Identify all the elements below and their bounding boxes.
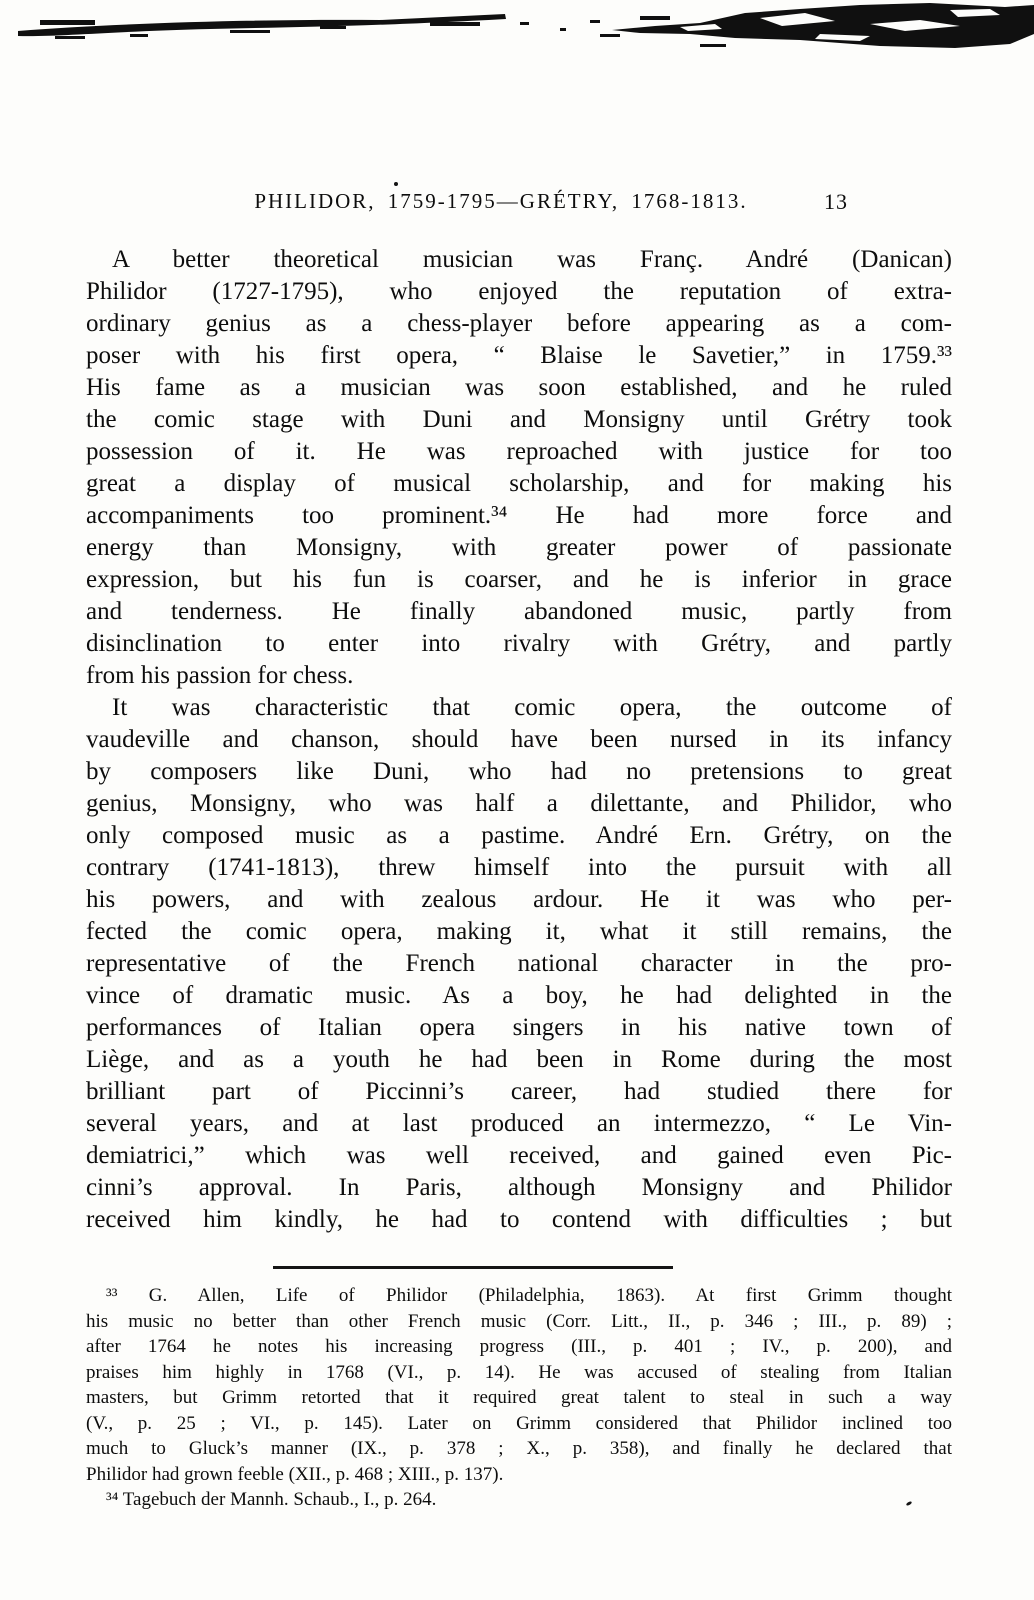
text-line: fected the comic opera, making it, what it still remains, the [86, 918, 952, 945]
text-line: His fame as a musician was soon established, and he ruled [86, 374, 952, 401]
text-line: performances of Italian opera singers in his native town of [86, 1014, 952, 1041]
text-line: Liège, and as a youth he had been in Rome during the most [86, 1046, 952, 1073]
text-line: poser with his first opera, “ Blaise le Savetier,” in 1759.³³ [86, 342, 952, 369]
text-line: praises him highly in 1768 (VI., p. 14). He was accused of stealing from Italian [86, 1361, 952, 1383]
text-line: genius, Monsigny, who was half a dilettante, and Philidor, who [86, 790, 952, 817]
text-line: demiatrici,” which was well received, and gained even Pic- [86, 1142, 952, 1169]
text-line: energy than Monsigny, with greater power of passionate [86, 534, 952, 561]
text-line: ³³ G. Allen, Life of Philidor (Philadelphia, 1863). At first Grimm thought [106, 1285, 952, 1306]
text-line: the comic stage with Duni and Monsigny until Grétry took [86, 406, 952, 433]
text-line: great a display of musical scholarship, and for making his [86, 470, 952, 497]
text-line: ³⁴ Tagebuch der Mannh. Schaub., I., p. 264. [106, 1489, 437, 1510]
text-line: expression, but his fun is coarser, and he is inferior in grace [86, 566, 952, 593]
text-line: brilliant part of Piccinni’s career, had studied there for [86, 1078, 952, 1105]
footnotes [86, 1283, 952, 1513]
paragraph-philidor [86, 244, 952, 692]
text-line: received him kindly, he had to contend with difficulties ; but [86, 1206, 952, 1233]
text-line: and tenderness. He finally abandoned music, partly from [86, 598, 952, 625]
text-line: several years, and at last produced an intermezzo, “ Le Vin- [86, 1110, 952, 1137]
text-line: by composers like Duni, who had no pretensions to great [86, 758, 952, 785]
footnote-33 [86, 1283, 952, 1487]
text-line: only composed music as a pastime. André Ern. Grétry, on the [86, 822, 952, 849]
text-line: from his passion for chess. [86, 662, 354, 689]
text-line: representative of the French national character in the pro- [86, 950, 952, 977]
text-line: accompaniments too prominent.³⁴ He had more force and [86, 502, 952, 529]
text-line: his music no better than other French music (Corr. Litt., II., p. 346 ; III., p. 89) ; [86, 1310, 952, 1332]
text-line: disinclination to enter into rivalry with Grétry, and partly [86, 630, 952, 657]
body-text [86, 244, 952, 1236]
text-line: possession of it. He was reproached with justice for too [86, 438, 952, 465]
scan-dot-artifact [394, 182, 398, 186]
text-line: Philidor had grown feeble (XII., p. 468 ; XIII., p. 137). [86, 1463, 504, 1485]
text-line: cinni’s approval. In Paris, although Monsigny and Philidor [86, 1174, 952, 1201]
text-line: It was characteristic that comic opera, the outcome of [112, 694, 952, 721]
text-line: Philidor (1727-1795), who enjoyed the reputation of extra- [86, 278, 952, 305]
text-line: masters, but Grimm retorted that it required great talent to steal in such a way [86, 1387, 952, 1408]
text-line: ordinary genius as a chess-player before appearing as a com- [86, 310, 952, 337]
text-line: much to Gluck’s manner (IX., p. 378 ; X., p. 358), and finally he declared that [86, 1438, 952, 1459]
running-header-title: PHILIDOR, 1759-1795—GRÉTRY, 1768-1813. [254, 189, 748, 213]
text-line: after 1764 he notes his increasing progress (III., p. 401 ; IV., p. 200), and [86, 1336, 952, 1357]
paragraph-gretry [86, 692, 952, 1236]
text-line: vince of dramatic music. As a boy, he had delighted in the [86, 982, 952, 1009]
text-line: contrary (1741-1813), threw himself into the pursuit with all [86, 854, 952, 881]
footnote-separator-rule [273, 1266, 673, 1269]
text-line: his powers, and with zealous ardour. He it was who per- [86, 886, 952, 913]
text-line: vaudeville and chanson, should have been nursed in its infancy [86, 726, 952, 753]
running-header [86, 189, 916, 214]
page-number: 13 [824, 189, 848, 214]
text-line: A better theoretical musician was Franç. André (Danican) [112, 246, 952, 273]
text-line: (V., p. 25 ; VI., p. 145). Later on Grimm considered that Philidor inclined too [86, 1412, 952, 1434]
footnote-34 [86, 1487, 952, 1513]
scan-smudge-artifact [0, 0, 1034, 60]
